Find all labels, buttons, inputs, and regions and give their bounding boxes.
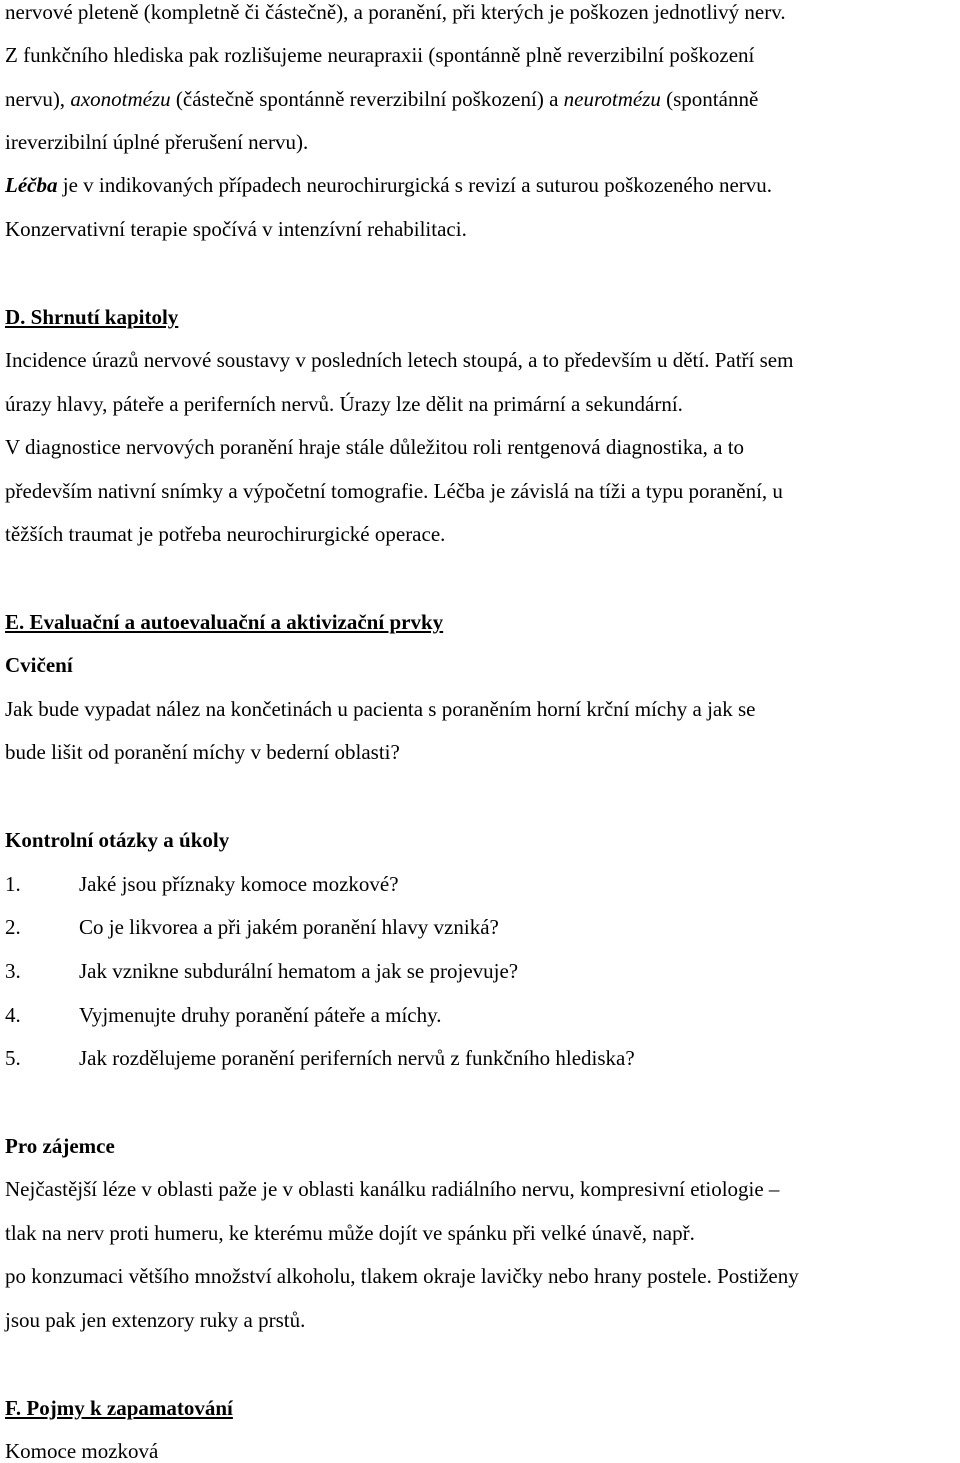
summary-line: těžších traumat je potřeba neurochirurgické operace. — [5, 522, 446, 546]
question-item — [5, 1005, 442, 1026]
interest-line: po konzumaci většího množství alkoholu, tlakem okraje lavičky nebo hrany postele. Postiženy — [5, 1264, 799, 1288]
paragraph-line — [5, 89, 758, 110]
paragraph-line: ireverzibilní úplné přerušení nervu). — [5, 130, 309, 154]
question-number: 2. — [5, 915, 21, 939]
question-item — [5, 874, 399, 895]
question-number: 4. — [5, 1003, 21, 1027]
section-f-heading: F. Pojmy k zapamatování — [5, 1396, 233, 1420]
question-number: 1. — [5, 872, 21, 896]
text-run: je v indikovaných případech neurochirurgická s revizí a suturou poškozeného nervu. — [57, 173, 773, 197]
question-item — [5, 1048, 635, 1069]
question-text: Co je likvorea a při jakém poranění hlavy vzniká? — [79, 915, 499, 939]
questions-heading: Kontrolní otázky a úkoly — [5, 828, 230, 852]
question-text: Vyjmenujte druhy poranění páteře a míchy. — [79, 1003, 442, 1027]
text-run: (částečně spontánně reverzibilní poškození) a — [170, 87, 564, 111]
summary-line: úrazy hlavy, páteře a periferních nervů. Úrazy lze dělit na primární a sekundární. — [5, 392, 683, 416]
interest-line: jsou pak jen extenzory ruky a prstů. — [5, 1308, 306, 1332]
question-text: Jaké jsou příznaky komoce mozkové? — [79, 872, 399, 896]
question-number: 3. — [5, 959, 21, 983]
exercise-line: Jak bude vypadat nález na končetinách u pacienta s poraněním horní krční míchy a jak se — [5, 697, 756, 721]
exercise-heading: Cvičení — [5, 653, 73, 677]
text-run: nervu), — [5, 87, 71, 111]
question-item — [5, 961, 518, 982]
question-number: 5. — [5, 1046, 21, 1070]
paragraph-line: nervové pleteně (kompletně či částečně), a poranění, při kterých je poškozen jednotlivý nerv. — [5, 0, 786, 24]
question-item — [5, 917, 499, 938]
summary-line: především nativní snímky a výpočetní tomografie. Léčba je závislá na tíži a typu poranění, u — [5, 479, 783, 503]
summary-line: Incidence úrazů nervové soustavy v posledních letech stoupá, a to především u dětí. Patří sem — [5, 348, 794, 372]
interest-line: Nejčastější léze v oblasti paže je v oblasti kanálku radiálního nervu, kompresivní etiologie – — [5, 1177, 780, 1201]
interest-heading: Pro zájemce — [5, 1134, 115, 1158]
interest-line: tlak na nerv proti humeru, ke kterému může dojít ve spánku při velké únavě, např. — [5, 1221, 695, 1245]
exercise-line: bude lišit od poranění míchy v bederní oblasti? — [5, 740, 400, 764]
paragraph-line: Z funkčního hlediska pak rozlišujeme neurapraxii (spontánně plně reverzibilní poškození — [5, 43, 755, 67]
text-run: (spontánně — [660, 87, 759, 111]
term-neurotmesis: neurotmézu — [563, 87, 661, 111]
summary-line: V diagnostice nervových poranění hraje stále důležitou roli rentgenová diagnostika, a to — [5, 435, 745, 459]
treatment-line — [5, 175, 772, 196]
section-d-heading: D. Shrnutí kapitoly — [5, 305, 179, 329]
term-axonotmesis: axonotmézu — [70, 87, 171, 111]
term-treatment: Léčba — [5, 173, 58, 197]
section-e-heading: E. Evaluační a autoevaluační a aktivizační prvky — [5, 610, 444, 634]
treatment-line: Konzervativní terapie spočívá v intenzívní rehabilitaci. — [5, 217, 467, 241]
term-item: Komoce mozková — [5, 1439, 159, 1463]
question-text: Jak vznikne subdurální hematom a jak se projevuje? — [79, 959, 519, 983]
question-text: Jak rozdělujeme poranění periferních nervů z funkčního hlediska? — [79, 1046, 635, 1070]
